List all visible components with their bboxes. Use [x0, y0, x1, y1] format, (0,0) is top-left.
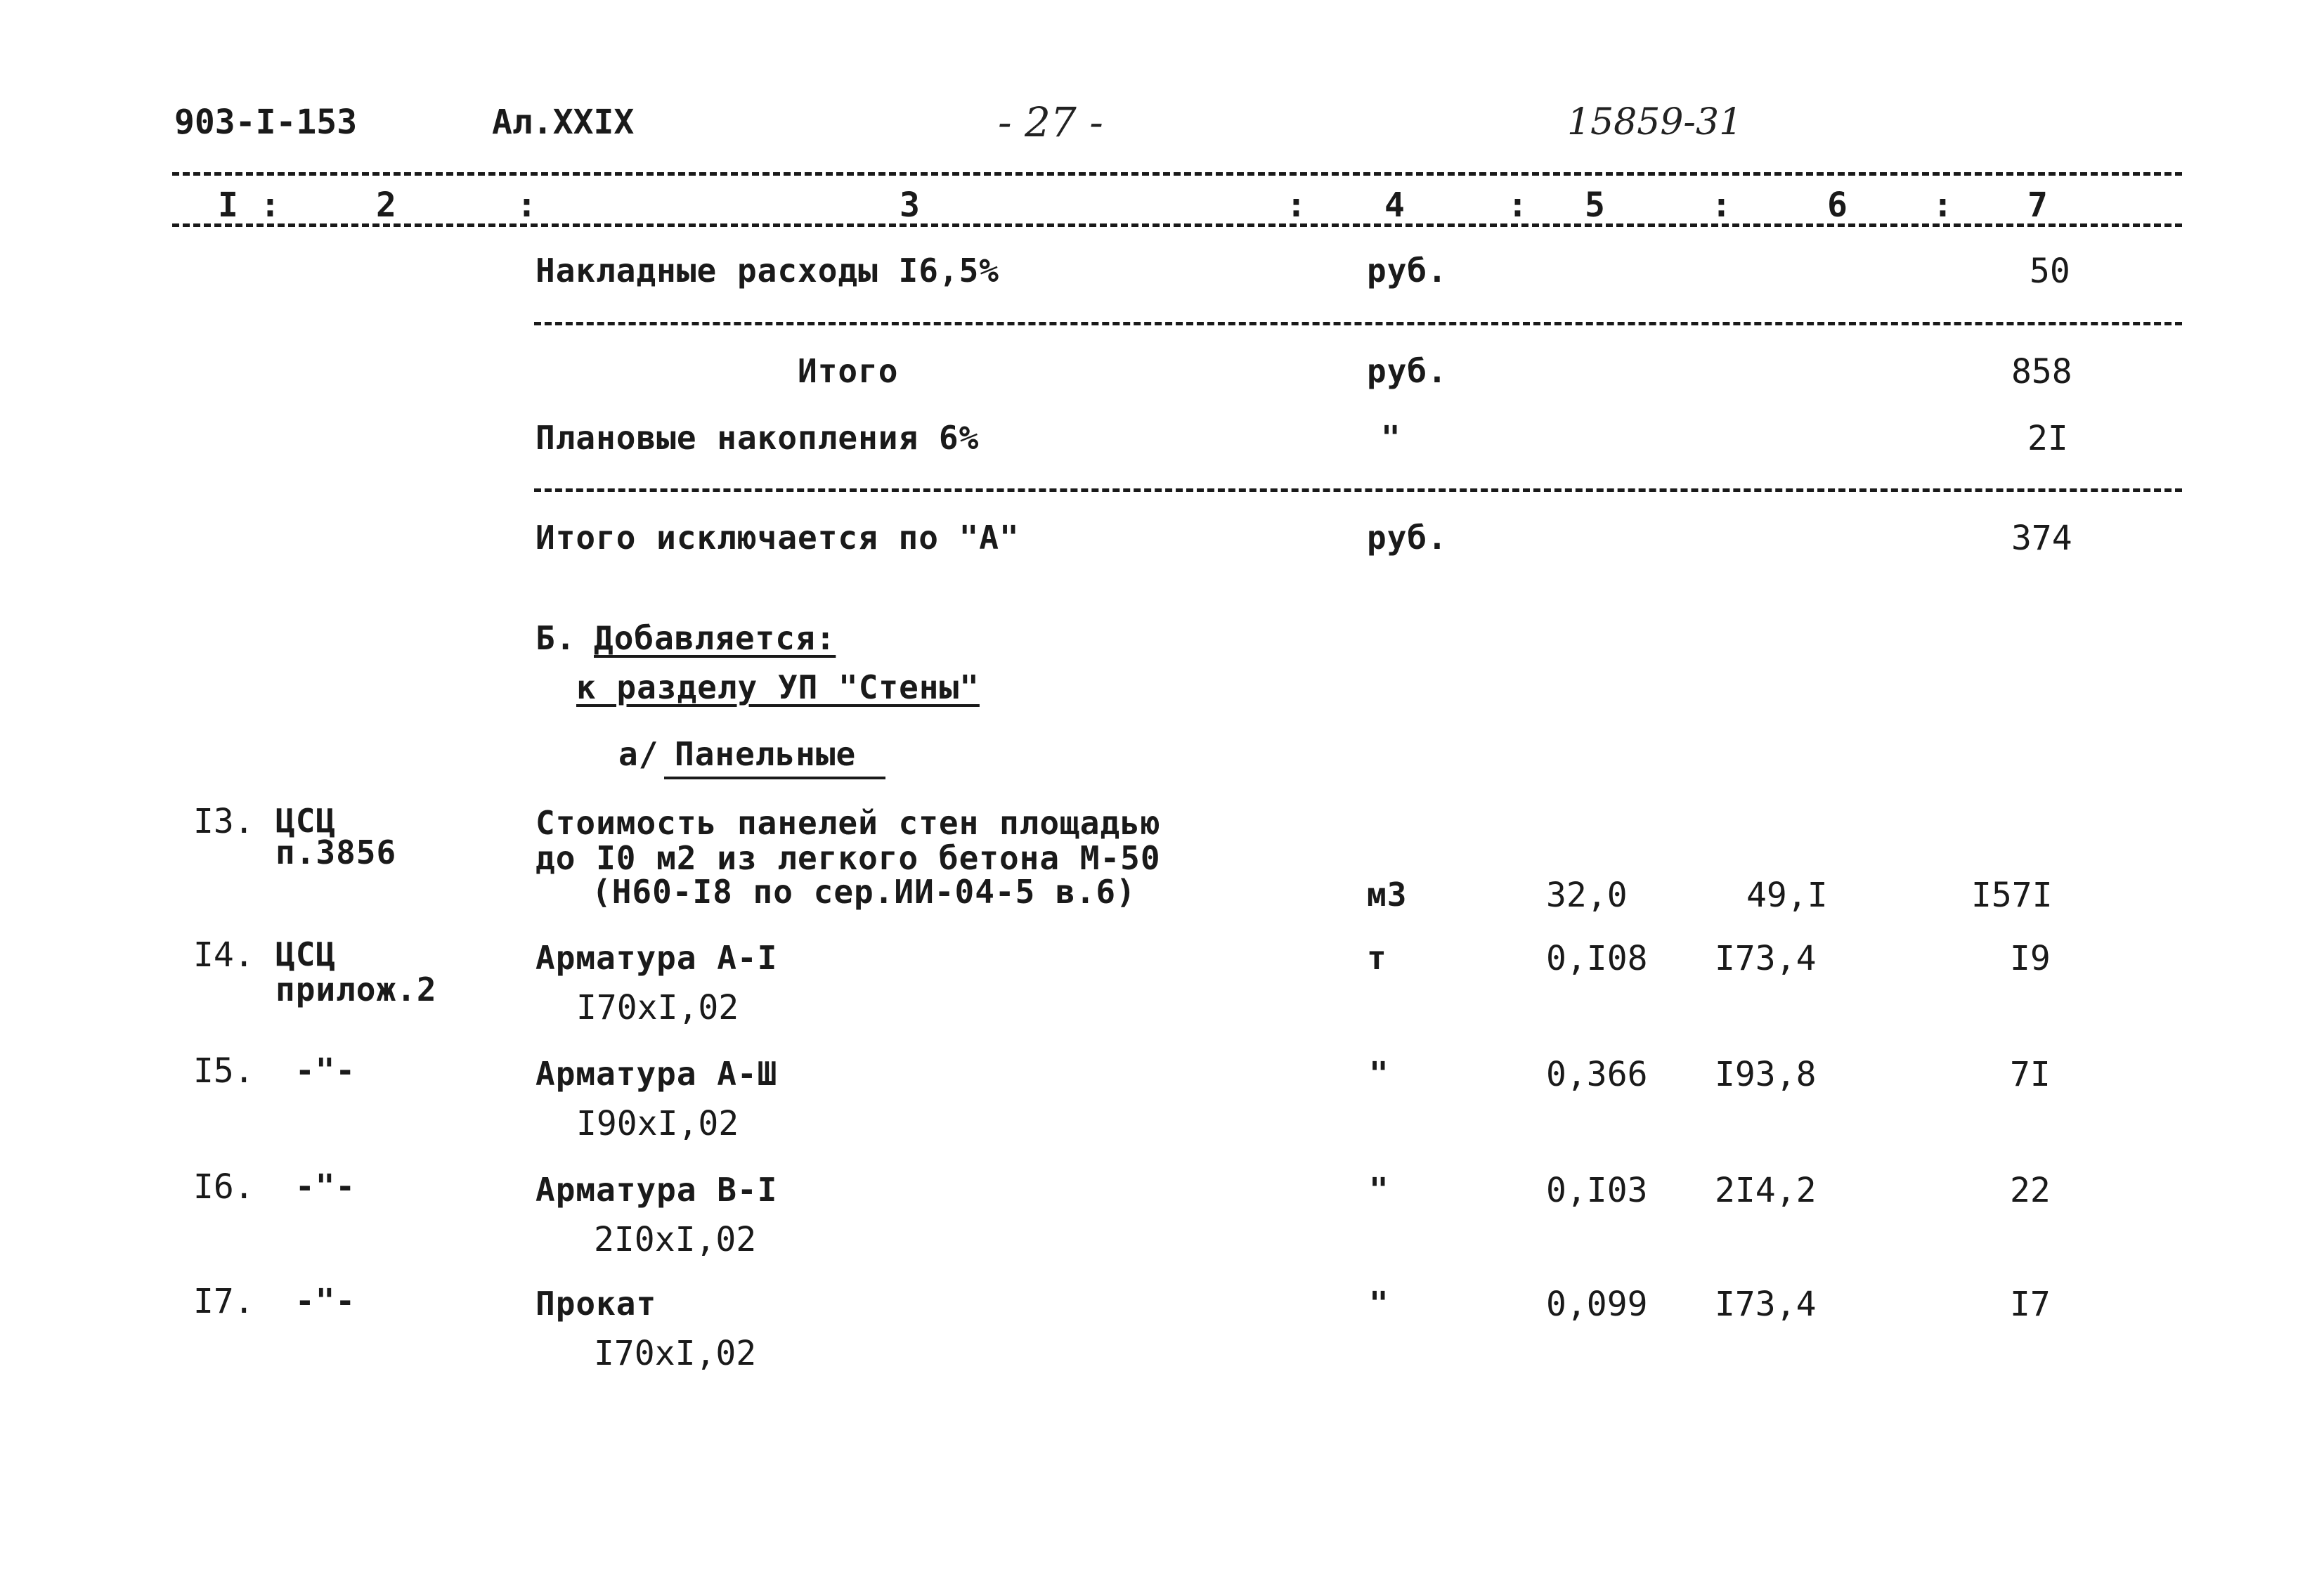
row-13-desc-2: до I0 м2 из легкого бетона М-50	[535, 839, 1161, 877]
row-14-unit: т	[1367, 939, 1387, 977]
section-subtitle: к разделу УП "Стены"	[576, 668, 980, 706]
subsection-underline	[664, 777, 885, 779]
row-13-unit: м3	[1367, 876, 1408, 914]
row-13-desc-1: Стоимость панелей стен площадью	[535, 804, 1161, 842]
excluded-total: 374	[2011, 519, 2072, 558]
row-16-ref: -"-	[295, 1167, 356, 1205]
row-17-number: I7.	[193, 1282, 254, 1321]
column-separator: :	[260, 186, 280, 225]
row-15-total: 7I	[2010, 1055, 2051, 1094]
subtotal-total: 858	[2011, 352, 2072, 391]
excluded-unit: руб.	[1367, 519, 1448, 557]
overhead-total: 50	[2030, 252, 2070, 291]
row-15-price: I93,8	[1715, 1055, 1817, 1094]
row-13-quantity: 32,0	[1546, 876, 1628, 915]
row-17-unit: "	[1369, 1285, 1389, 1323]
header-top-rule	[172, 172, 2182, 176]
row-13-total: I57I	[1971, 876, 2053, 915]
planned-savings-unit: "	[1381, 419, 1401, 457]
row-17-ref: -"-	[295, 1282, 356, 1320]
overhead-unit: руб.	[1367, 252, 1448, 290]
row-13-ref-1: ЦСЦ	[275, 802, 337, 840]
row-13-desc-3: (Н60-I8 по сер.ИИ-04-5 в.6)	[592, 873, 1136, 911]
section-prefix: Б.	[535, 619, 576, 657]
row-13-price: 49,I	[1746, 876, 1828, 915]
subsection-prefix: а/	[618, 735, 659, 773]
section-title: Добавляется:	[594, 619, 836, 657]
planned-savings-label: Плановые накопления 6%	[535, 419, 980, 457]
row-16-desc-2: 2I0xI,02	[594, 1220, 757, 1259]
row-16-price: 2I4,2	[1715, 1171, 1817, 1210]
subtotal-rule	[534, 322, 2182, 325]
planned-savings-total: 2I	[2027, 419, 2068, 458]
subsection-title: Панельные	[675, 735, 857, 773]
row-17-price: I73,4	[1715, 1285, 1817, 1324]
row-14-ref-2: прилож.2	[275, 971, 437, 1008]
row-13-ref-2: п.3856	[275, 833, 397, 871]
page-number: - 27 -	[998, 98, 1103, 146]
subtotal-label: Итого	[798, 352, 899, 390]
row-15-ref: -"-	[295, 1051, 356, 1089]
row-15-quantity: 0,366	[1546, 1055, 1648, 1094]
excluded-total-label: Итого исключается по "А"	[535, 519, 1020, 557]
document-code: 903-I-153	[174, 103, 358, 142]
row-17-desc-2: I70xI,02	[594, 1334, 757, 1373]
row-17-quantity: 0,099	[1546, 1285, 1648, 1324]
row-14-desc-1: Арматура А-I	[535, 939, 778, 977]
row-16-quantity: 0,I03	[1546, 1171, 1648, 1210]
row-14-desc-2: I70xI,02	[576, 988, 739, 1027]
excluded-rule	[534, 488, 2182, 492]
column-2-header: 2	[376, 186, 396, 225]
row-14-number: I4.	[193, 935, 254, 975]
row-17-desc-1: Прокат	[535, 1285, 657, 1323]
row-15-number: I5.	[193, 1051, 254, 1091]
row-17-total: I7	[2010, 1285, 2051, 1324]
column-separator: :	[1286, 186, 1306, 225]
column-7-header: 7	[2027, 186, 2048, 225]
header-bottom-rule	[172, 223, 2182, 227]
column-5-header: 5	[1585, 186, 1605, 225]
row-16-unit: "	[1369, 1171, 1389, 1209]
row-13-number: I3.	[193, 802, 254, 841]
row-14-total: I9	[2010, 939, 2051, 978]
row-14-price: I73,4	[1715, 939, 1817, 978]
column-separator: :	[1933, 186, 1953, 225]
row-16-number: I6.	[193, 1167, 254, 1207]
column-6-header: 6	[1827, 186, 1848, 225]
overhead-label: Накладные расходы I6,5%	[535, 252, 999, 290]
row-14-quantity: 0,I08	[1546, 939, 1648, 978]
column-separator: :	[517, 186, 537, 225]
column-3-header: 3	[900, 186, 920, 225]
column-4-header: 4	[1384, 186, 1405, 225]
row-15-unit: "	[1369, 1055, 1389, 1093]
column-separator: :	[1711, 186, 1732, 225]
subtotal-unit: руб.	[1367, 352, 1448, 390]
column-separator: :	[1507, 186, 1528, 225]
row-14-ref-1: ЦСЦ	[275, 935, 337, 973]
row-16-desc-1: Арматура В-I	[535, 1171, 778, 1209]
sheet-number: 15859-31	[1567, 101, 1743, 143]
album-number: Ал.XXIX	[492, 103, 635, 142]
column-1-header: I	[218, 186, 238, 225]
row-15-desc-1: Арматура А-Ш	[535, 1055, 778, 1093]
row-15-desc-2: I90xI,02	[576, 1104, 739, 1143]
row-16-total: 22	[2010, 1171, 2051, 1210]
